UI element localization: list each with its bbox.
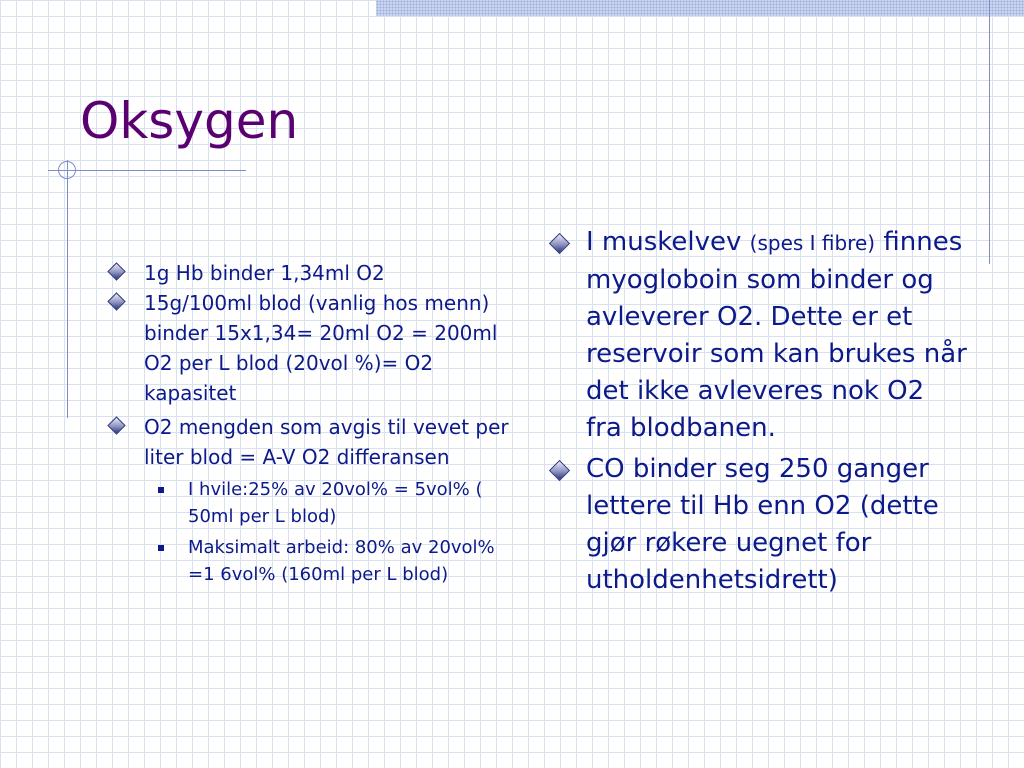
bullet-item (548, 451, 968, 599)
decorative-vertical-line-left (67, 160, 68, 418)
bullet-item (108, 412, 516, 588)
diamond-bullet-icon (107, 292, 125, 310)
bullet-text: CO binder seg 250 ganger lettere til Hb enn O2 (dette gjør røkere uegnet for utholdenhetsidrett) (586, 454, 939, 595)
title-underline (48, 170, 246, 171)
right-bullet-list (548, 224, 968, 603)
diamond-bullet-icon (107, 416, 125, 434)
bullet-text: O2 mengden som avgis til vevet per liter blod = A-V O2 differansen (144, 415, 509, 469)
decorative-ring-icon (58, 161, 76, 179)
bullet-item (108, 258, 516, 288)
diamond-bullet-icon (549, 460, 570, 481)
square-bullet-icon (158, 545, 164, 551)
slide-title: Oksygen (80, 92, 299, 150)
left-bullet-list (108, 258, 516, 592)
sub-bullet-item (144, 476, 516, 530)
bullet-rest-text: finnes myogloboin som binder og avleverer O2. Dette er et reservoir som kan brukes når det ikke avleveres nok O2 fra blodbanen. (586, 227, 967, 443)
diamond-bullet-icon (549, 233, 570, 254)
header-band (376, 0, 1024, 16)
bullet-paren-text: (spes I fibre) (749, 231, 876, 255)
bullet-text: 15g/100ml blod (vanlig hos menn) binder 15x1,34= 20ml O2 = 200ml O2 per L blod (20vol %)= O2 kapasitet (144, 291, 498, 405)
bullet-item (108, 288, 516, 408)
sub-bullet-text: I hvile:25% av 20vol% = 5vol% ( 50ml per L blod) (188, 479, 483, 527)
sub-bullet-text: Maksimalt arbeid: 80% av 20vol% =1 6vol% (160ml per L blod) (188, 537, 495, 585)
bullet-lead-text: I muskelvev (586, 227, 742, 257)
decorative-vertical-line-right (989, 0, 990, 264)
square-bullet-icon (158, 487, 164, 493)
bullet-item (548, 224, 968, 447)
sub-bullet-item (144, 534, 516, 588)
bullet-text: 1g Hb binder 1,34ml O2 (144, 261, 385, 285)
diamond-bullet-icon (107, 262, 125, 280)
sub-bullet-list (144, 476, 516, 588)
